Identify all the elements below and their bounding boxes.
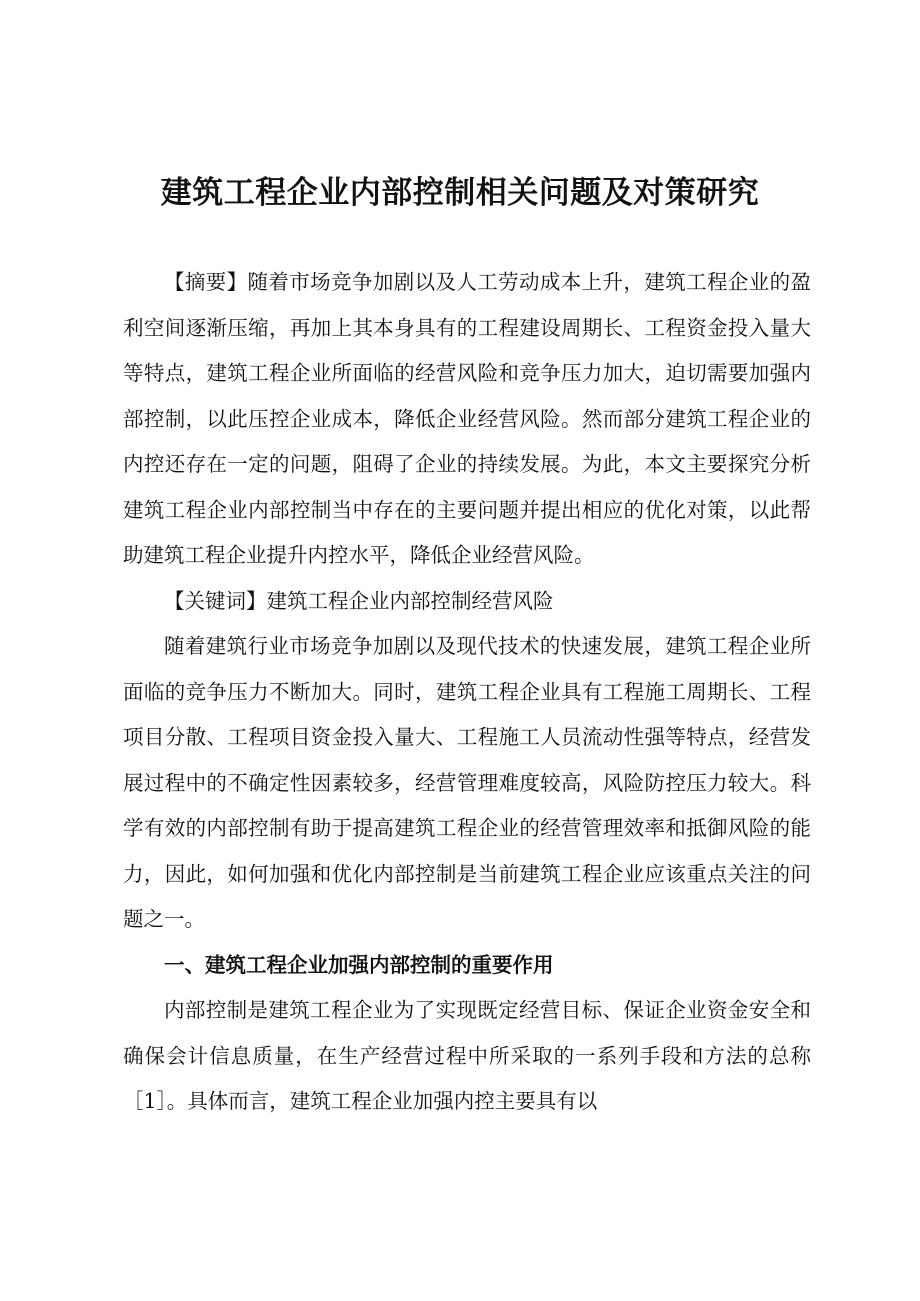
section-heading: 一、建筑工程企业加强内部控制的重要作用	[164, 952, 554, 977]
intro-paragraph: 随着建筑行业市场竞争加剧以及现代技术的快速发展，建筑工程企业所面临的竞争压力不断加大。同时，建筑工程企业具有工程施工周期长、工程项目分散、工程项目资金投入量大、工程施工人员流动性强等特点，经营发展过程中的不确定性因素较多，经营管理难度较高，风险防控压力较大。科学有效的内部控制有助于提高建筑工程企业的经营管理效率和抵御风险的能力，因此，如何加强和优化内部控制是当前建筑工程企业应该重点关注的问题之一。	[123, 634, 811, 931]
document-title: 建筑工程企业内部控制相关问题及对策研究	[160, 175, 760, 211]
document-body	[123, 260, 811, 1125]
section-paragraph: 内部控制是建筑工程企业为了实现既定经营目标、保证企业资金安全和确保会计信息质量，在生产经营过程中所采取的一系列手段和方法的总称［1］。具体而言，建筑工程企业加强内控主要具有以	[123, 998, 811, 1113]
abstract-paragraph: 【摘要】随着市场竞争加剧以及人工劳动成本上升，建筑工程企业的盈利空间逐渐压缩，再加上其本身具有的工程建设周期长、工程资金投入量大等特点，建筑工程企业所面临的经营风险和竞争压力加大，迫切需要加强内部控制，以此压控企业成本，降低企业经营风险。然而部分建筑工程企业的内控还存在一定的问题，阻碍了企业的持续发展。为此，本文主要探究分析建筑工程企业内部控制当中存在的主要问题并提出相应的优化对策，以此帮助建筑工程企业提升内控水平，降低企业经营风险。	[123, 270, 811, 567]
keywords-line: 【关键词】建筑工程企业内部控制经营风险	[164, 588, 554, 613]
